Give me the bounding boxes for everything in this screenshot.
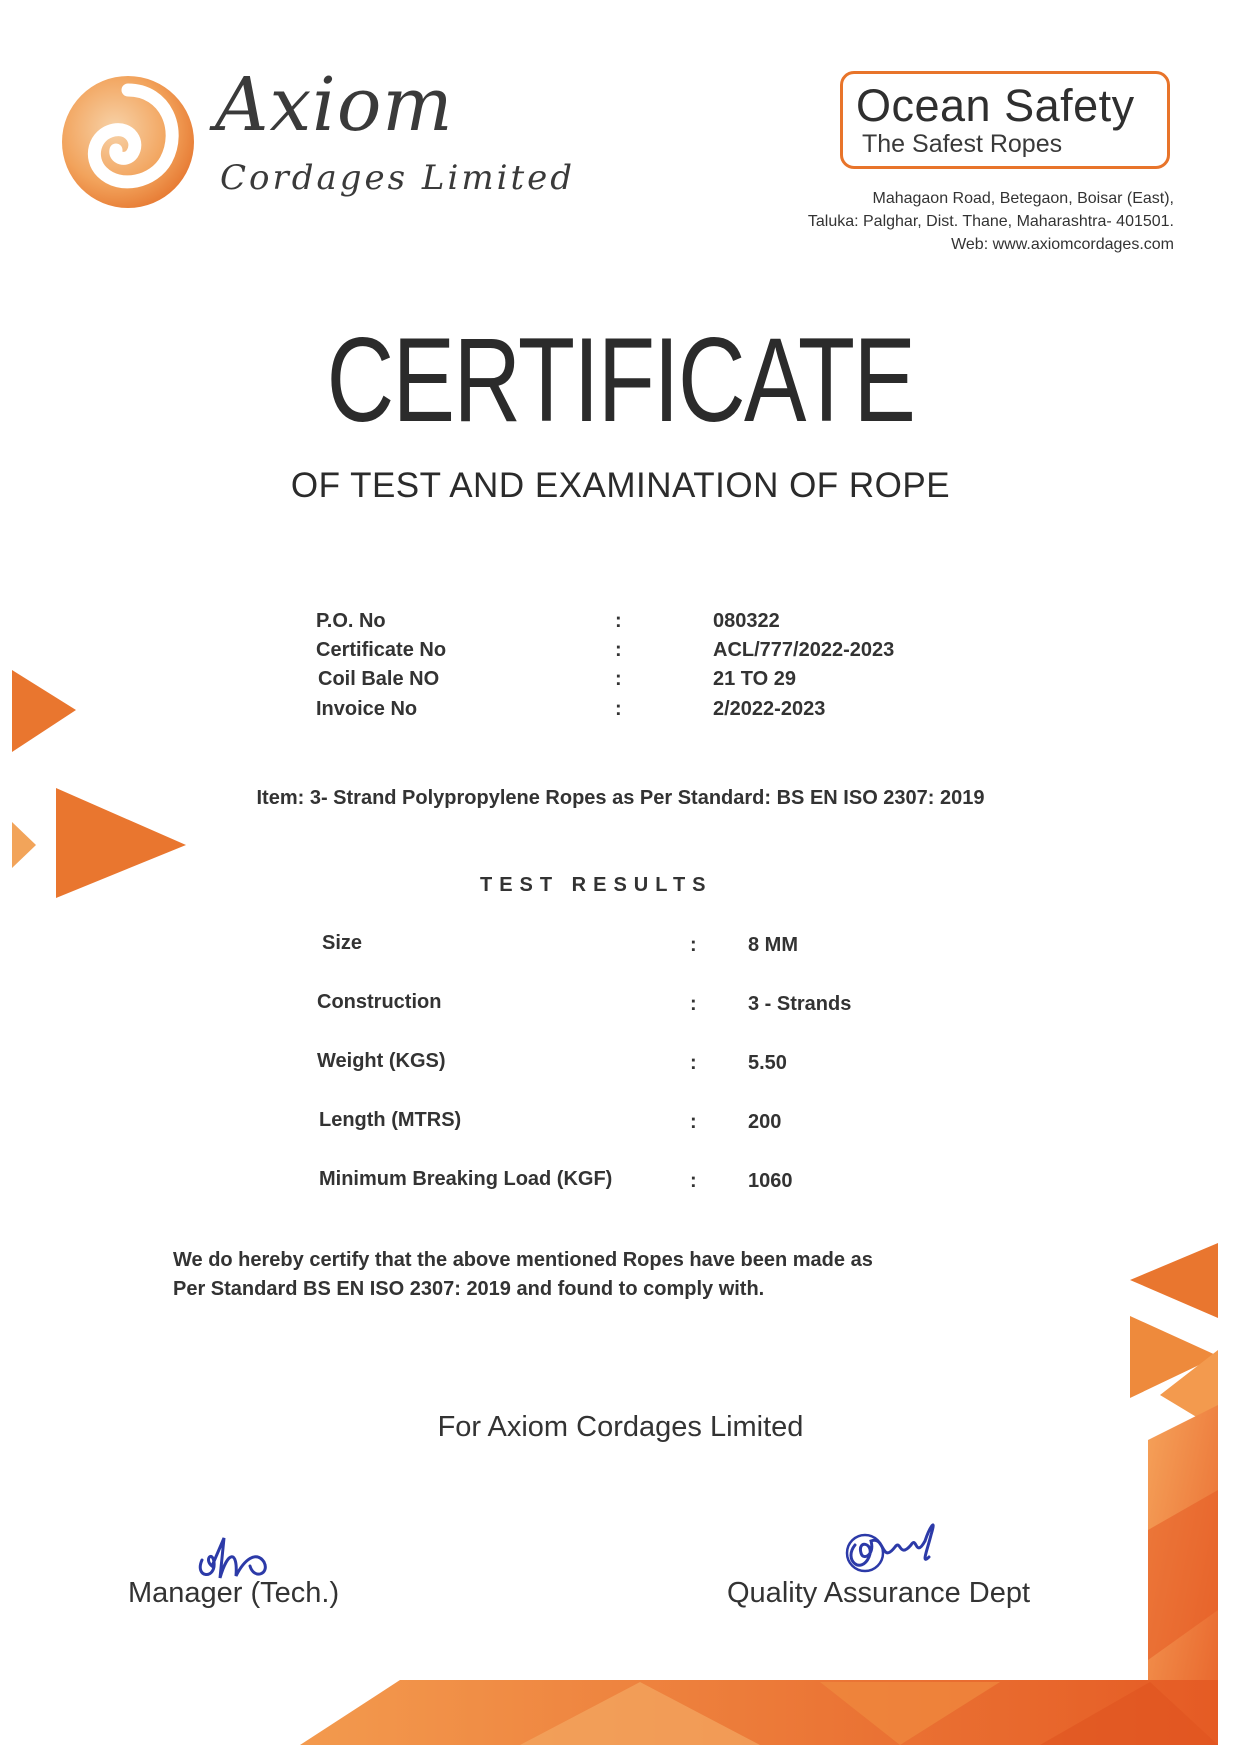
test-results-heading: TEST RESULTS <box>480 874 713 896</box>
certificate-title: CERTIFICATE <box>326 313 915 447</box>
certificate-no-label: Certificate No <box>316 639 447 661</box>
certificate-no-value: ACL/777/2022-2023 <box>713 639 895 661</box>
coil-bale-label: Coil Bale NO <box>318 668 440 690</box>
separator: : <box>615 698 622 720</box>
coil-bale-value: 21 TO 29 <box>713 668 797 690</box>
address-line-2: Taluka: Palghar, Dist. Thane, Maharashtra- 401501. <box>807 213 1174 230</box>
size-value: 8 MM <box>748 934 798 956</box>
weight-value: 5.50 <box>748 1052 787 1074</box>
ocean-safety-title: Ocean Safety <box>856 80 1135 131</box>
separator: : <box>615 639 622 661</box>
brand-subtitle: Cordages Limited <box>220 158 576 198</box>
certificate-subtitle: OF TEST AND EXAMINATION OF ROPE <box>290 466 951 505</box>
separator: : <box>690 1111 697 1133</box>
breaking-load-label: Minimum Breaking Load (KGF) <box>319 1168 613 1190</box>
website: Web: www.axiomcordages.com <box>951 236 1174 253</box>
brand-name: Axiom <box>215 62 454 148</box>
separator: : <box>615 668 622 690</box>
separator: : <box>690 993 697 1015</box>
construction-label: Construction <box>317 991 442 1013</box>
po-value: 080322 <box>713 610 780 632</box>
length-label: Length (MTRS) <box>319 1109 462 1131</box>
size-label: Size <box>322 932 363 954</box>
for-company: For Axiom Cordages Limited <box>437 1411 804 1443</box>
separator: : <box>690 934 697 956</box>
construction-value: 3 - Strands <box>748 993 852 1015</box>
item-description: Item: 3- Strand Polypropylene Ropes as Per Standard: BS EN ISO 2307: 2019 <box>256 787 985 809</box>
address-line-1: Mahagaon Road, Betegaon, Boisar (East), <box>872 190 1174 207</box>
separator: : <box>690 1170 697 1192</box>
manager-role: Manager (Tech.) <box>128 1577 340 1609</box>
invoice-value: 2/2022-2023 <box>713 698 826 720</box>
left-triangle-top <box>12 670 76 752</box>
left-triangle-small <box>12 822 36 868</box>
breaking-load-value: 1060 <box>748 1170 793 1192</box>
weight-label: Weight (KGS) <box>317 1050 446 1072</box>
invoice-label: Invoice No <box>316 698 418 720</box>
length-value: 200 <box>748 1111 782 1133</box>
separator: : <box>690 1052 697 1074</box>
po-label: P.O. No <box>316 610 386 632</box>
separator: : <box>615 610 622 632</box>
qa-role: Quality Assurance Dept <box>727 1577 1031 1609</box>
axiom-logo-icon <box>58 72 198 212</box>
certification-line-1: We do hereby certify that the above mentioned Ropes have been made as <box>173 1249 873 1271</box>
right-triangle-1 <box>1130 1243 1218 1318</box>
certification-line-2: Per Standard BS EN ISO 2307: 2019 and found to comply with. <box>173 1278 765 1300</box>
ocean-safety-tagline: The Safest Ropes <box>862 130 1063 158</box>
